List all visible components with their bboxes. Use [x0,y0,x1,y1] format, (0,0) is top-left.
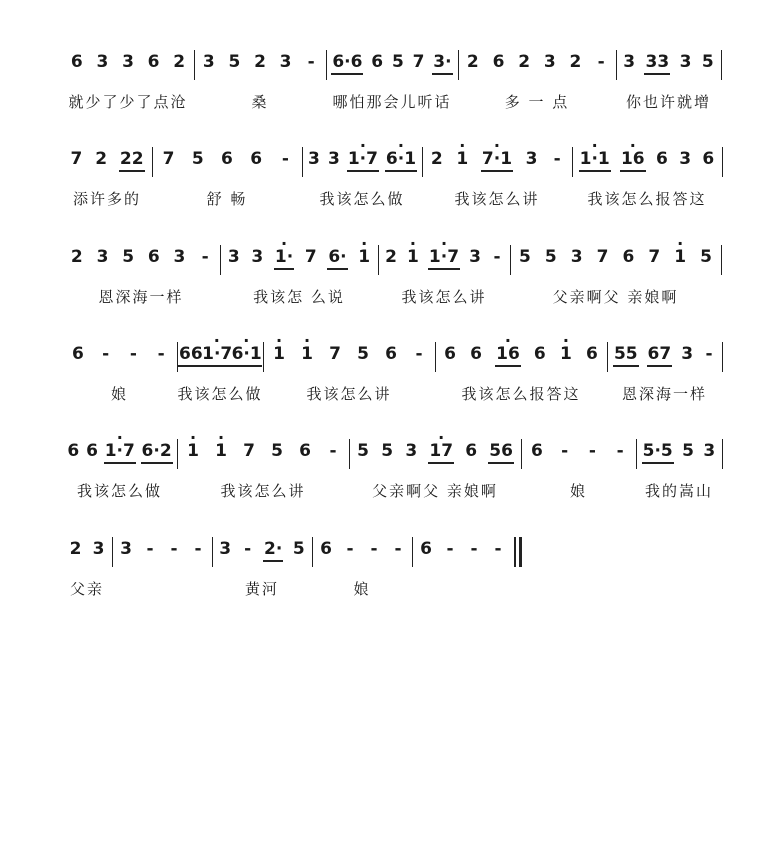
measure [220,243,378,273]
note: - [561,441,569,461]
note: - [415,344,423,364]
note: · 1 [215,441,227,467]
note: 2 [569,52,582,72]
note: · 1 [560,344,572,370]
lyric-text: 父亲啊父 亲娘啊 [552,287,679,306]
note: 56 [489,441,513,467]
measure [510,243,721,273]
score-system [0,145,774,240]
note: 67 [648,344,672,370]
lyric-text: 我该怎么讲 [220,481,306,500]
measure [435,340,607,370]
note: - [201,247,209,267]
lyric-text: 黄河 [244,579,279,598]
note: - [470,539,478,559]
note: · 1 [301,344,313,370]
note: - [194,539,202,559]
measure [194,48,326,78]
measure [62,145,152,175]
note: 5 [357,441,369,461]
note: 3 [623,52,636,72]
note: 3 [120,539,132,559]
lyric-text: 父亲 [69,579,104,598]
lyric-text: 我该怎么做 [177,384,263,403]
note: 2 [254,52,266,72]
note: 3 [279,52,292,72]
note: - [244,539,252,559]
measure [62,437,177,467]
note: 55 [614,344,638,370]
note: 3 [202,52,215,72]
note: - [307,52,315,72]
score-system [0,243,774,338]
note: 6 [702,149,715,169]
note: 6 [320,539,332,559]
note: 6 [299,441,311,461]
lyric-text: 我该怎么讲 [401,287,487,306]
lyric-text: 我该怎 么说 [253,287,345,306]
measure [607,340,722,370]
note: 3 [227,247,240,267]
lyric-text: 我该怎么做 [76,481,162,500]
measure [458,48,616,78]
note: · 7·1 [482,149,512,175]
lyrics-row [62,479,724,501]
note: 6 [86,441,98,461]
notes-row [62,535,724,565]
note: 6 [586,344,598,364]
measure [62,340,177,370]
note: · 17 [429,441,453,467]
lyric-text: 我该怎么报答这 [461,384,581,403]
score-system [0,340,774,435]
lyrics-row [62,187,724,209]
measure [177,340,263,370]
measure [312,535,412,565]
note: 7 [412,52,425,72]
measure [378,243,510,273]
note: 3 [308,149,320,169]
note: 2 [95,149,108,169]
note: 3 [251,247,264,267]
note: · 1 [273,344,285,370]
lyrics-row [62,285,724,307]
note: 6 [70,52,83,72]
lyric-text: 娘 [110,384,128,403]
note: · 1·7 [348,149,378,175]
lyrics-row [62,577,724,599]
note: 3 [122,52,134,72]
note: 6 [147,52,160,72]
note: 5 [381,441,394,461]
note: · 1·7 [202,344,231,370]
note: 7 [70,149,83,169]
note: · 1· [275,247,293,273]
note: 7 [162,149,175,169]
note: - [588,441,596,461]
lyric-text: 桑 [251,92,269,111]
note: - [494,539,502,559]
note: - [157,344,165,364]
note: 6 [470,344,482,364]
note: - [146,539,154,559]
note: · 16 [621,149,645,175]
lyric-text: 你也许就增 [625,92,711,111]
barline [722,147,724,177]
note: 5 [122,247,135,267]
note: 6·2 [142,441,172,467]
note: · 16 [496,344,520,370]
barline [722,439,724,469]
note: · 1 [358,247,370,273]
measure [616,48,721,78]
note: - [597,52,605,72]
note: 6 [655,149,668,169]
lyric-text: 恩深海一样 [621,384,707,403]
note: 6 [250,149,263,169]
measure [521,437,636,467]
note: - [446,539,454,559]
lyric-text: 哪怕那会儿听话 [332,92,452,111]
note: 6 [492,52,505,72]
measure [263,340,435,370]
lyric-text: 我该怎么做 [319,189,405,208]
note: 6 [221,149,233,169]
note: 3 [681,344,694,364]
note: 3 [679,149,692,169]
note: · 1·7 [429,247,459,273]
note: - [394,539,402,559]
note: 5 [682,441,694,461]
measure [62,48,194,78]
score-system [0,48,774,143]
note: - [553,149,561,169]
barline [721,245,723,275]
note: 5 [191,149,204,169]
note: · 1 [187,441,199,467]
notes-row [62,437,724,467]
note: 7 [329,344,341,364]
note: 6 [444,344,456,364]
lyric-text: 我该怎么讲 [306,384,392,403]
lyric-text: 娘 [353,579,371,598]
note: - [370,539,378,559]
note: 3· [433,52,451,78]
note: 5·5 [643,441,673,467]
note: · 1·1 [580,149,610,175]
measure [112,535,212,565]
measure [636,437,722,467]
notes-row [62,340,724,370]
lyric-text: 添许多的 [72,189,141,208]
lyric-text: 就少了少了点沧 [68,92,188,111]
note: 3 [703,441,716,461]
note: 2 [466,52,479,72]
note: 5 [228,52,241,72]
note: - [705,344,713,364]
note: - [616,441,624,461]
note: 2 [173,52,186,72]
note: 6 [147,247,160,267]
note: 3 [96,52,109,72]
measure [302,145,422,175]
notes-row [62,243,724,273]
barline [721,50,723,80]
note: 66 [179,344,202,370]
measure [412,535,512,565]
note: 6 [371,52,384,72]
measure [177,437,349,467]
note: - [493,247,501,267]
note: 7 [648,247,661,267]
note: · 1·7 [105,441,135,467]
lyric-text: 多 一 点 [504,92,570,111]
note: · 1 [674,247,686,273]
lyrics-row [62,90,724,112]
note: 6 [420,539,432,559]
lyric-text: 我该怎么讲 [454,189,540,208]
note: 6 [533,344,546,364]
note: 3 [405,441,418,461]
note: - [129,344,137,364]
notes-row [62,48,724,78]
note: 3 [173,247,186,267]
measure [152,145,302,175]
note: 6 [71,344,84,364]
note: 6 [465,441,478,461]
note: 5 [271,441,283,461]
score-system [0,437,774,532]
note: 7 [304,247,317,267]
note: - [102,344,110,364]
note: 6 [67,441,80,461]
note: · 1 [456,149,468,175]
note: 2 [518,52,531,72]
lyric-text: 娘 [569,481,587,500]
lyric-text: 恩深海一样 [98,287,184,306]
note: 6·6 [332,52,362,78]
note: 6 [530,441,543,461]
note: · 6·1 [386,149,416,175]
barline [722,342,724,372]
note: 3 [543,52,556,72]
note: 3 [96,247,109,267]
measure [212,535,312,565]
note: 5 [292,539,305,559]
measure [572,145,722,175]
score-system [0,535,774,630]
note: 6 [385,344,397,364]
note: 5 [701,52,714,72]
note: 6· [328,247,346,273]
note: 2· [264,539,282,565]
note: 33 [645,52,669,78]
measure [349,437,521,467]
note: 2 [385,247,397,267]
notes-row [62,145,724,175]
final-barline [514,537,516,567]
note: 3 [92,539,105,559]
measure [62,535,112,565]
note: 6 [622,247,635,267]
note: 5 [519,247,531,267]
note: - [329,441,337,461]
note: · 1 [407,247,419,273]
note: 3 [469,247,481,267]
note: 2 [430,149,443,169]
measure [62,243,220,273]
measure [422,145,572,175]
note: 22 [120,149,144,175]
note: - [346,539,354,559]
note: 5 [544,247,557,267]
note: 5 [391,52,404,72]
note: - [281,149,289,169]
note: 2 [69,539,82,559]
lyric-text: 我的嵩山 [644,481,713,500]
lyrics-row [62,382,724,404]
note: 7 [243,441,255,461]
lyric-text: 我该怎么报答这 [587,189,707,208]
note: 3 [327,149,340,169]
note: 5 [357,344,369,364]
note: · 6·1 [232,344,261,370]
lyric-text: 舒 畅 [206,189,248,208]
lyric-text: 父亲啊父 亲娘啊 [372,481,498,500]
note: 2 [70,247,83,267]
note: 3 [679,52,692,72]
measure [326,48,458,78]
note: 3 [525,149,538,169]
note: 3 [219,539,232,559]
note: - [170,539,178,559]
note: 5 [700,247,712,267]
note: 7 [596,247,609,267]
note: 3 [570,247,583,267]
